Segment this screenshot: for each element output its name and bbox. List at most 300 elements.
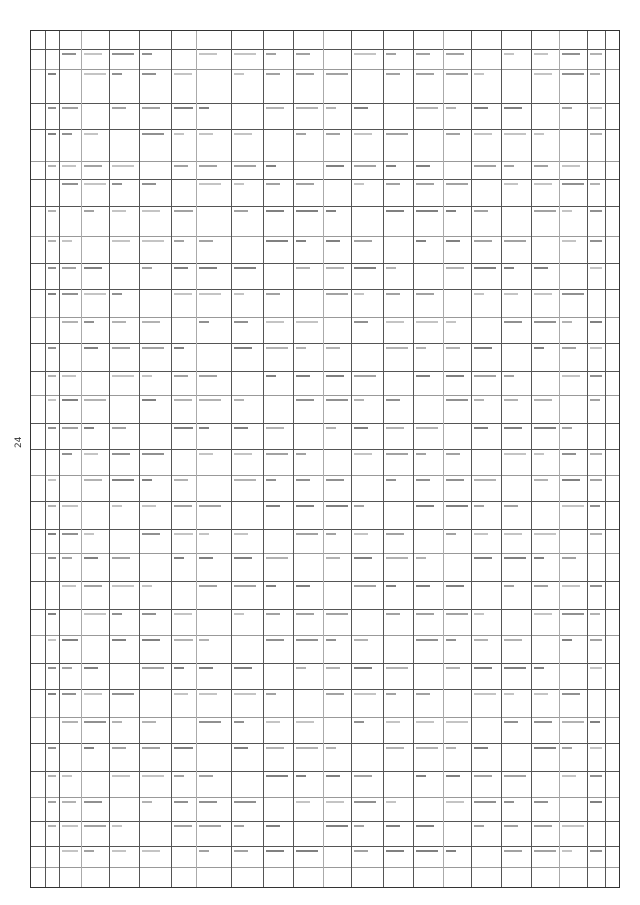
table-cell-mark	[474, 427, 488, 429]
table-cell-mark	[416, 825, 434, 827]
table-cell-mark	[62, 667, 72, 669]
table-cell-mark	[234, 479, 256, 481]
table-cell-mark	[416, 53, 430, 55]
table-cell-mark	[446, 801, 464, 803]
table-cell-mark	[416, 693, 430, 695]
table-cell-mark	[326, 825, 348, 827]
table-cell-mark	[446, 533, 456, 535]
table-cell-mark	[296, 747, 318, 749]
table-cell-mark	[534, 613, 552, 615]
table-cell-mark	[174, 693, 188, 695]
table-cell-mark	[234, 183, 244, 185]
table-cell-mark	[296, 321, 318, 323]
table-cell-mark	[296, 613, 314, 615]
table-cell-mark	[234, 293, 244, 295]
table-cell-mark	[296, 585, 310, 587]
table-cell-mark	[266, 53, 276, 55]
table-cell-mark	[48, 639, 56, 641]
table-cell-mark	[296, 107, 318, 109]
table-cell-mark	[354, 107, 368, 109]
table-cell-mark	[199, 667, 213, 669]
table-cell-mark	[504, 240, 526, 242]
table-cell-mark	[112, 427, 126, 429]
table-cell-mark	[326, 133, 340, 135]
table-cell-mark	[174, 613, 192, 615]
table-cell-mark	[504, 825, 518, 827]
table-cell-mark	[326, 210, 336, 212]
table-cell-mark	[474, 375, 496, 377]
table-cell-mark	[296, 133, 306, 135]
table-cell-mark	[142, 613, 156, 615]
table-cell-mark	[534, 183, 552, 185]
table-column-line	[293, 31, 294, 887]
table-cell-mark	[534, 427, 556, 429]
table-cell-mark	[62, 183, 78, 185]
table-cell-mark	[84, 293, 106, 295]
table-cell-mark	[174, 479, 188, 481]
table-cell-mark	[590, 775, 602, 777]
table-cell-mark	[48, 375, 56, 377]
table-cell-mark	[562, 453, 576, 455]
table-cell-mark	[474, 293, 484, 295]
table-cell-mark	[142, 505, 156, 507]
table-cell-mark	[386, 693, 396, 695]
table-cell-mark	[199, 453, 213, 455]
table-cell-mark	[112, 613, 122, 615]
table-cell-mark	[504, 53, 514, 55]
table-cell-mark	[266, 453, 288, 455]
table-cell-mark	[142, 721, 156, 723]
table-cell-mark	[84, 693, 102, 695]
table-cell-mark	[446, 775, 460, 777]
table-cell-mark	[416, 321, 438, 323]
table-cell-mark	[562, 613, 584, 615]
table-cell-mark	[234, 427, 248, 429]
table-cell-mark	[48, 267, 56, 269]
table-cell-mark	[199, 721, 221, 723]
table-cell-mark	[142, 801, 152, 803]
table-cell-mark	[416, 73, 434, 75]
table-cell-mark	[474, 210, 488, 212]
table-cell-mark	[48, 505, 56, 507]
table-cell-mark	[504, 850, 522, 852]
table-cell-mark	[84, 479, 102, 481]
table-cell-mark	[504, 267, 514, 269]
table-cell-mark	[326, 399, 348, 401]
table-cell-mark	[199, 505, 221, 507]
table-cell-mark	[234, 585, 256, 587]
table-column-line	[59, 31, 60, 887]
table-cell-mark	[84, 747, 94, 749]
table-cell-mark	[446, 267, 464, 269]
table-cell-mark	[326, 667, 340, 669]
table-cell-mark	[199, 321, 209, 323]
table-cell-mark	[474, 693, 496, 695]
table-cell-mark	[504, 165, 514, 167]
table-cell-mark	[266, 375, 276, 377]
table-cell-mark	[416, 479, 430, 481]
table-cell-mark	[266, 747, 284, 749]
table-cell-mark	[199, 801, 217, 803]
table-cell-mark	[62, 399, 78, 401]
table-column-line	[323, 31, 324, 887]
table-cell-mark	[354, 453, 372, 455]
table-cell-mark	[142, 585, 152, 587]
table-cell-mark	[562, 850, 572, 852]
table-cell-mark	[386, 667, 408, 669]
table-cell-mark	[112, 747, 126, 749]
table-cell-mark	[504, 183, 518, 185]
table-cell-mark	[504, 107, 522, 109]
table-cell-mark	[326, 505, 348, 507]
table-column-line	[351, 31, 352, 887]
table-cell-mark	[199, 693, 217, 695]
table-cell-mark	[174, 775, 184, 777]
table-cell-mark	[62, 107, 78, 109]
table-cell-mark	[199, 775, 213, 777]
table-cell-mark	[266, 427, 284, 429]
page-number: 24	[14, 436, 24, 448]
table-cell-mark	[48, 747, 56, 749]
table-cell-mark	[112, 557, 130, 559]
table-cell-mark	[266, 73, 280, 75]
table-column-line	[413, 31, 414, 887]
table-cell-mark	[354, 801, 376, 803]
table-cell-mark	[296, 267, 310, 269]
table-cell-mark	[416, 747, 438, 749]
table-cell-mark	[84, 267, 102, 269]
table-cell-mark	[234, 73, 244, 75]
table-cell-mark	[386, 585, 396, 587]
table-cell-mark	[534, 721, 552, 723]
table-cell-mark	[590, 347, 602, 349]
table-cell-mark	[48, 347, 56, 349]
table-cell-mark	[142, 850, 160, 852]
table-cell-mark	[416, 240, 426, 242]
table-cell-mark	[296, 505, 314, 507]
table-cell-mark	[174, 73, 192, 75]
table-cell-mark	[474, 505, 484, 507]
table-cell-mark	[112, 375, 134, 377]
table-cell-mark	[386, 210, 404, 212]
table-cell-mark	[112, 721, 122, 723]
table-cell-mark	[142, 453, 164, 455]
table-cell-mark	[112, 321, 126, 323]
table-cell-mark	[562, 775, 576, 777]
table-cell-mark	[142, 73, 156, 75]
table-cell-mark	[416, 165, 430, 167]
table-cell-mark	[174, 639, 193, 641]
table-column-line	[81, 31, 82, 887]
table-cell-mark	[386, 399, 400, 401]
table-cell-mark	[590, 533, 602, 535]
table-cell-mark	[234, 850, 248, 852]
table-cell-mark	[296, 240, 306, 242]
table-cell-mark	[234, 825, 244, 827]
table-cell-mark	[266, 479, 276, 481]
table-cell-mark	[474, 73, 484, 75]
table-cell-mark	[416, 850, 438, 852]
table-cell-mark	[234, 747, 248, 749]
table-cell-mark	[354, 721, 364, 723]
table-cell-mark	[266, 693, 276, 695]
table-cell-mark	[416, 613, 434, 615]
table-cell-mark	[266, 721, 280, 723]
table-cell-mark	[266, 240, 288, 242]
table-cell-mark	[446, 453, 460, 455]
table-cell-mark	[474, 557, 492, 559]
table-cell-mark	[62, 293, 78, 295]
table-cell-mark	[446, 53, 464, 55]
table-cell-mark	[199, 107, 209, 109]
table-cell-mark	[84, 73, 106, 75]
table-cell-mark	[590, 240, 602, 242]
table-cell-mark	[590, 801, 602, 803]
table-cell-mark	[142, 375, 152, 377]
table-cell-mark	[386, 533, 404, 535]
table-cell-mark	[48, 107, 56, 109]
table-cell-mark	[266, 613, 280, 615]
table-cell-mark	[416, 210, 438, 212]
table-cell-mark	[142, 479, 152, 481]
table-cell-mark	[562, 240, 576, 242]
table-cell-mark	[504, 133, 526, 135]
table-cell-mark	[504, 533, 522, 535]
table-cell-mark	[234, 133, 252, 135]
table-cell-mark	[326, 427, 336, 429]
table-cell-mark	[174, 210, 193, 212]
table-cell-mark	[354, 267, 376, 269]
table-cell-mark	[112, 347, 130, 349]
table-cell-mark	[354, 321, 368, 323]
table-cell-mark	[62, 505, 78, 507]
table-cell-mark	[534, 667, 544, 669]
table-cell-mark	[84, 453, 98, 455]
table-cell-mark	[266, 347, 288, 349]
table-cell-mark	[416, 775, 426, 777]
table-cell-mark	[504, 321, 522, 323]
table-cell-mark	[474, 747, 488, 749]
table-cell-mark	[234, 347, 252, 349]
table-cell-mark	[326, 557, 340, 559]
table-cell-mark	[534, 850, 556, 852]
table-cell-mark	[48, 133, 56, 135]
table-cell-mark	[386, 427, 404, 429]
table-cell-mark	[48, 210, 56, 212]
table-cell-mark	[474, 533, 488, 535]
table-cell-mark	[266, 321, 284, 323]
table-cell-mark	[266, 639, 284, 641]
table-cell-mark	[354, 240, 372, 242]
table-cell-mark	[354, 693, 376, 695]
table-cell-mark	[234, 210, 248, 212]
table-cell-mark	[326, 165, 344, 167]
table-cell-mark	[199, 585, 217, 587]
table-cell-mark	[386, 293, 400, 295]
table-cell-mark	[590, 613, 600, 615]
table-cell-mark	[446, 107, 456, 109]
table-cell-mark	[504, 721, 518, 723]
table-cell-mark	[296, 347, 306, 349]
table-cell-mark	[234, 399, 244, 401]
table-cell-mark	[174, 505, 192, 507]
table-cell-mark	[142, 267, 152, 269]
table-cell-mark	[142, 533, 160, 535]
table-cell-mark	[296, 639, 318, 641]
table-cell-mark	[266, 850, 284, 852]
table-cell-mark	[326, 240, 340, 242]
table-cell-mark	[174, 825, 192, 827]
table-cell-mark	[234, 321, 248, 323]
table-cell-mark	[446, 613, 468, 615]
table-cell-mark	[590, 375, 602, 377]
table-cell-mark	[112, 850, 126, 852]
table-cell-mark	[326, 693, 344, 695]
table-cell-mark	[62, 639, 78, 641]
table-cell-mark	[266, 183, 280, 185]
table-cell-mark	[48, 693, 56, 695]
table-cell-mark	[84, 210, 94, 212]
table-cell-mark	[590, 850, 602, 852]
table-cell-mark	[590, 210, 602, 212]
table-cell-mark	[562, 825, 584, 827]
table-column-line	[605, 31, 606, 887]
table-cell-mark	[326, 639, 336, 641]
table-cell-mark	[562, 557, 576, 559]
table-cell-mark	[326, 347, 340, 349]
table-cell-mark	[266, 210, 284, 212]
table-cell-mark	[62, 165, 76, 167]
table-cell-mark	[504, 557, 526, 559]
table-cell-mark	[326, 747, 336, 749]
table-cell-mark	[474, 775, 492, 777]
table-cell-mark	[326, 479, 344, 481]
table-cell-mark	[386, 321, 404, 323]
table-cell-mark	[446, 210, 456, 212]
table-column-line	[196, 31, 197, 887]
table-cell-mark	[112, 73, 122, 75]
table-cell-mark	[112, 775, 130, 777]
table-cell-mark	[590, 479, 602, 481]
table-cell-mark	[62, 53, 76, 55]
table-cell-mark	[386, 613, 400, 615]
table-cell-mark	[590, 585, 602, 587]
table-cell-mark	[234, 557, 252, 559]
table-cell-mark	[112, 505, 122, 507]
table-cell-mark	[562, 693, 580, 695]
table-cell-mark	[296, 667, 306, 669]
table-cell-mark	[84, 585, 102, 587]
table-cell-mark	[62, 453, 72, 455]
table-cell-mark	[354, 399, 364, 401]
table-cell-mark	[354, 533, 368, 535]
table-cell-mark	[474, 133, 492, 135]
table-cell-mark	[386, 453, 408, 455]
table-cell-mark	[534, 453, 544, 455]
table-column-line	[531, 31, 532, 887]
table-cell-mark	[416, 375, 430, 377]
table-cell-mark	[48, 240, 56, 242]
table-cell-mark	[416, 183, 434, 185]
table-cell-mark	[296, 53, 310, 55]
table-cell-mark	[84, 347, 98, 349]
table-cell-mark	[199, 825, 221, 827]
table-cell-mark	[62, 693, 76, 695]
table-cell-mark	[416, 453, 426, 455]
table-cell-mark	[174, 375, 188, 377]
table-cell-mark	[534, 585, 548, 587]
table-cell-mark	[354, 667, 372, 669]
table-cell-mark	[112, 183, 122, 185]
table-cell-mark	[326, 267, 344, 269]
table-cell-mark	[326, 533, 336, 535]
table-cell-mark	[354, 639, 368, 641]
table-column-line	[171, 31, 172, 887]
table-cell-mark	[266, 165, 276, 167]
table-cell-mark	[562, 505, 584, 507]
table-cell-mark	[534, 533, 556, 535]
table-cell-mark	[142, 107, 160, 109]
table-cell-mark	[48, 667, 56, 669]
table-cell-mark	[234, 721, 244, 723]
table-cell-mark	[416, 347, 426, 349]
table-cell-mark	[590, 667, 602, 669]
table-cell-mark	[84, 533, 94, 535]
table-cell-mark	[174, 347, 184, 349]
table-cell-mark	[534, 53, 548, 55]
table-cell-mark	[199, 53, 217, 55]
table-cell-mark	[504, 375, 514, 377]
table-cell-mark	[562, 107, 572, 109]
table-cell-mark	[142, 775, 164, 777]
table-cell-mark	[234, 165, 256, 167]
table-cell-mark	[48, 293, 56, 295]
table-cell-mark	[84, 667, 98, 669]
table-cell-mark	[474, 107, 488, 109]
table-column-line	[443, 31, 444, 887]
table-cell-mark	[590, 399, 600, 401]
table-cell-mark	[446, 479, 464, 481]
table-cell-mark	[142, 667, 164, 669]
table-cell-mark	[386, 73, 400, 75]
table-cell-mark	[446, 73, 468, 75]
table-cell-mark	[504, 693, 514, 695]
table-cell-mark	[446, 639, 456, 641]
table-cell-mark	[590, 267, 602, 269]
table-cell-mark	[354, 293, 364, 295]
table-cell-mark	[62, 585, 76, 587]
table-cell-mark	[266, 825, 280, 827]
table-cell-mark	[84, 183, 106, 185]
table-cell-mark	[62, 240, 72, 242]
table-cell-mark	[112, 165, 134, 167]
table-cell-mark	[354, 775, 372, 777]
table-column-line	[559, 31, 560, 887]
table-cell-mark	[326, 801, 344, 803]
table-cell-mark	[534, 210, 556, 212]
table-cell-mark	[112, 693, 134, 695]
table-cell-mark	[234, 801, 256, 803]
table-cell-mark	[386, 557, 408, 559]
table-cell-mark	[386, 721, 400, 723]
table-cell-mark	[234, 533, 248, 535]
table-cell-mark	[234, 453, 252, 455]
table-cell-mark	[534, 693, 548, 695]
table-cell-mark	[504, 505, 518, 507]
table-cell-mark	[296, 210, 318, 212]
table-cell-mark	[174, 133, 184, 135]
table-cell-mark	[142, 210, 160, 212]
